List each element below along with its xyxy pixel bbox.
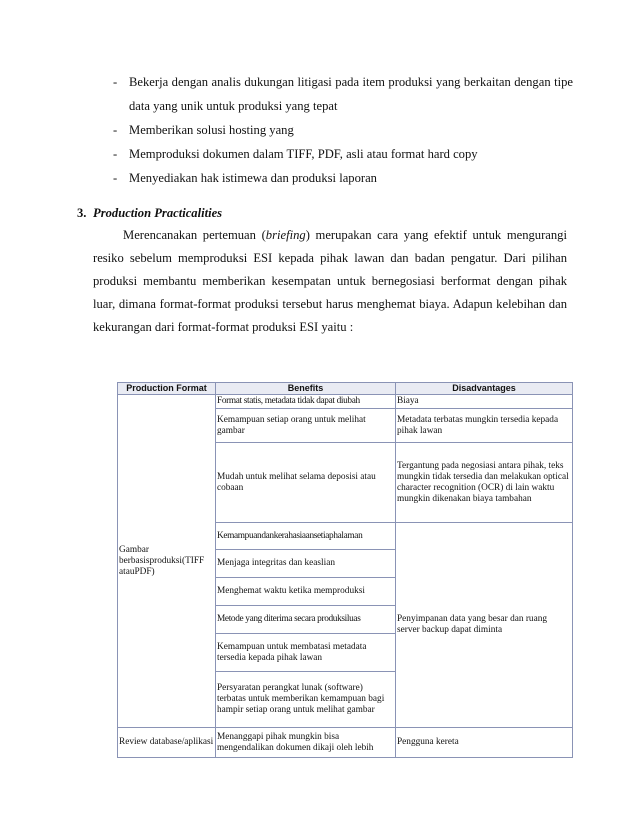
- bullet-text: Menyediakan hak istimewa dan produksi laporan: [129, 171, 377, 185]
- header-benefits: Benefits: [216, 383, 396, 395]
- disadvantage-cell: Metadata terbatas mungkin tersedia kepada pihak lawan: [396, 409, 573, 443]
- bullet-text: Memproduksi dokumen dalam TIFF, PDF, asli atau format hard copy: [129, 147, 478, 161]
- disadvantage-cell: Penyimpanan data yang besar dan ruang server backup dapat diminta: [396, 523, 573, 728]
- bullet-text: Bekerja dengan analis dukungan litigasi pada item produksi yang berkaitan dengan tipe data yang unik untuk produksi yang tepat: [129, 75, 573, 113]
- benefit-cell: Kemampuandankerahasiaansetiaphalaman: [216, 523, 396, 550]
- header-disadvantages: Disadvantages: [396, 383, 573, 395]
- section-paragraph: [93, 224, 567, 339]
- benefit-cell: Kemampuan setiap orang untuk melihat gambar: [216, 409, 396, 443]
- benefit-cell: Persyaratan perangkat lunak (software) terbatas untuk memberikan kemampuan bagi hampir setiap orang untuk melihat gambar: [216, 672, 396, 728]
- bullet-marker: -: [113, 123, 118, 137]
- bullet-list: [113, 70, 573, 190]
- benefit-cell: Menjaga integritas dan keaslian: [216, 550, 396, 578]
- benefit-cell: Mudah untuk melihat selama deposisi atau cobaan: [216, 443, 396, 523]
- table-row: [118, 395, 573, 409]
- bullet-marker: -: [113, 147, 118, 161]
- header-production-format: Production Format: [118, 383, 216, 395]
- para-text-after: ) merupakan cara yang efektif untuk mengurangi resiko sebelum memproduksi ESI kepada pihak lawan dan badan pengatur. Dari pilihan produksi membantu memberikan kesempatan untuk bernegosiasi berformat dengan pihak luar, dimana format-format produksi tersebut harus menghemat biaya. Adapun kelebihan dan kekurangan dari format-format produksi ESI yaitu :: [93, 228, 567, 334]
- format-cell-review: Review database/aplikasi: [118, 728, 216, 758]
- bullet-item: [113, 166, 573, 190]
- benefit-cell: Format statis, metadata tidak dapat diubah: [216, 395, 396, 409]
- benefit-cell: Kemampuan untuk membatasi metadata tersedia kepada pihak lawan: [216, 634, 396, 672]
- bullet-item: [113, 70, 573, 118]
- benefit-cell: Menanggapi pihak mungkin bisa mengendalikan dokumen dikaji oleh lebih: [216, 728, 396, 758]
- bullet-item: [113, 142, 573, 166]
- bullet-text: Memberikan solusi hosting yang: [129, 123, 294, 137]
- bullet-marker: -: [113, 75, 118, 89]
- production-format-table: [117, 382, 573, 758]
- disadvantage-cell: Tergantung pada negosiasi antara pihak, teks mungkin tidak tersedia dan melakukan optical character recognition (OCR) di lain waktu mungkin dikenakan biaya tambahan: [396, 443, 573, 523]
- benefit-cell: Metode yang diterima secara produksiluas: [216, 606, 396, 634]
- disadvantage-cell: Biaya: [396, 395, 573, 409]
- para-italic-term: briefing: [265, 228, 306, 242]
- table-row: [118, 728, 573, 758]
- section-production-practicalities: [77, 203, 567, 339]
- section-number: 3.: [77, 206, 87, 220]
- benefit-cell: Menghemat waktu ketika memproduksi: [216, 578, 396, 606]
- bullet-item: [113, 118, 573, 142]
- disadvantage-cell: Pengguna kereta: [396, 728, 573, 758]
- bullet-marker: -: [113, 171, 118, 185]
- format-cell-gambar: Gambar berbasisproduksi(TIFF atauPDF): [118, 395, 216, 728]
- table-header-row: [118, 383, 573, 395]
- section-heading: [77, 203, 567, 223]
- para-text-before: Merencanakan pertemuan (: [123, 228, 266, 242]
- section-title: Production Practicalities: [93, 206, 223, 220]
